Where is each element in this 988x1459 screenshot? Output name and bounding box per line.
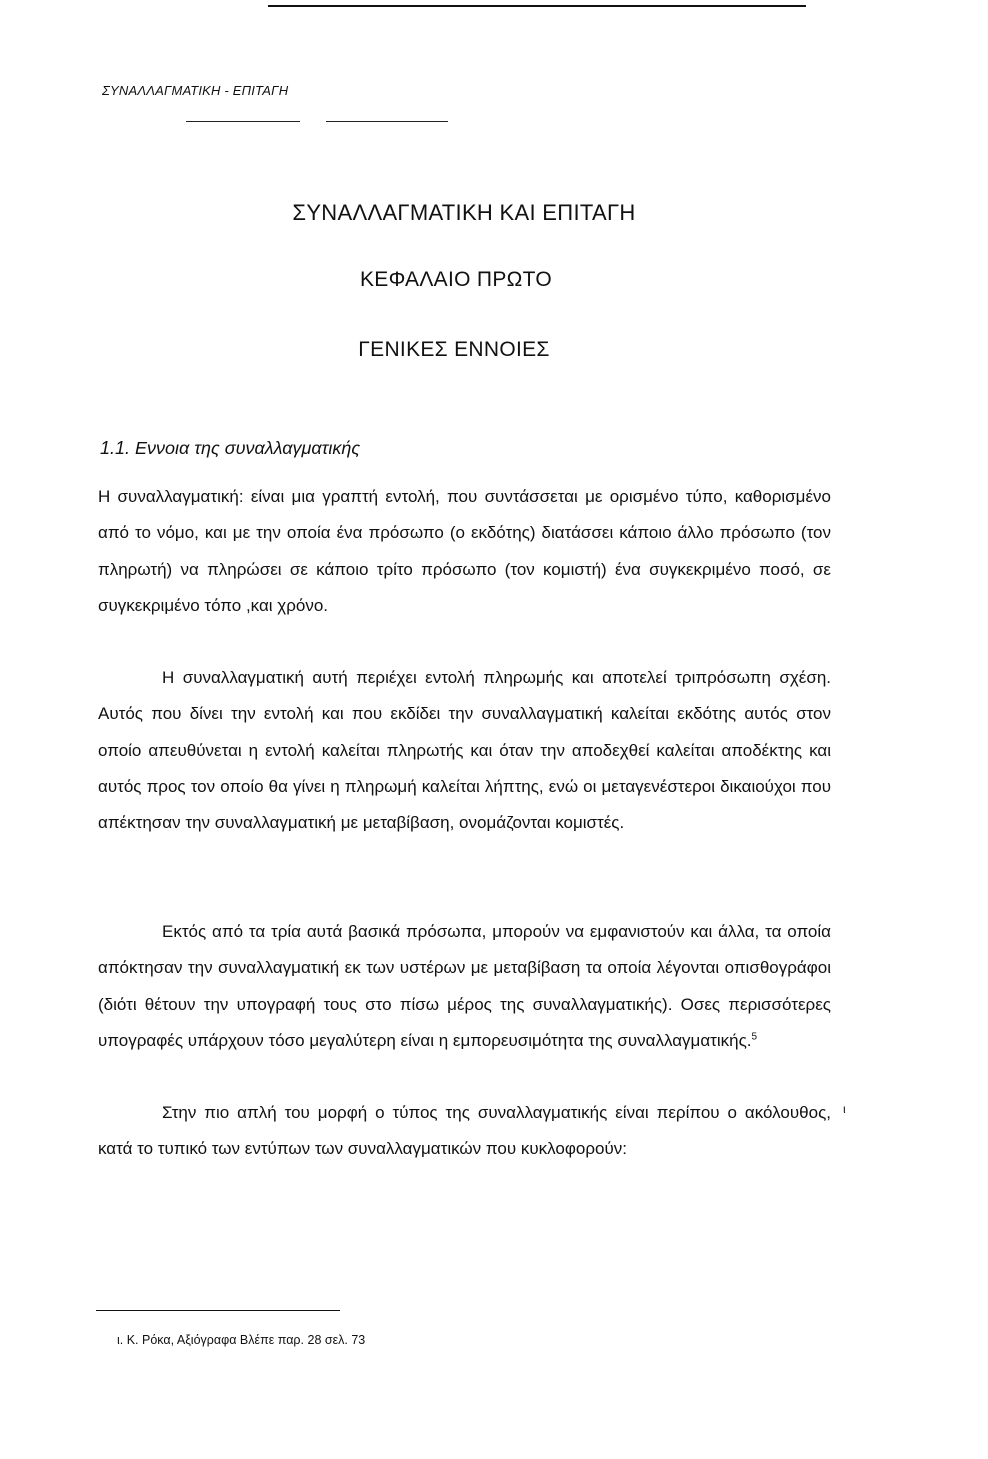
footnote-reference[interactable]: 5 [751,1031,758,1043]
section-heading: 1.1. Εννοια της συναλλαγματικής [100,438,361,458]
paragraph-4: Στην πιο απλή του μορφή ο τύπος της συναλλαγματικής είναι περίπου ο ακόλουθος, κατά το τυπικό των εντύπων των συναλλαγματικών που κυκλοφορούν: [98,1103,831,1159]
footnote: ι. Κ. Ρόκα, Αξιόγραφα Βλέπε παρ. 28 σελ. 73 [117,1333,366,1347]
running-header: ΣΥΝΑΛΛΑΓΜΑΤΙΚΗ - ΕΠΙΤΑΓΗ [102,83,289,98]
paragraph-2: Η συναλλαγματική αυτή περιέχει εντολή πληρωμής και αποτελεί τριπρόσωπη σχέση. Αυτός που δίνει την εντολή και που εκδίδει την συναλλαγματική καλείται εκδότης αυτός στον οποίο απευθύνεται η εντολή καλείται πληρωτής και όταν την αποδεχθεί καλείται αποδέκτης και αυτός προς τον οποίο θα γίνει η πληρωμή καλείται λήπτης, ενώ οι μεταγενέστεροι δικαιούχοι που απέκτησαν την συναλλαγματική με μεταβίβαση, ονομάζονται κομιστές. [98,668,831,833]
paragraph-3 [98,914,831,1059]
chapter-title: ΚΕΦΑΛΑΙΟ ΠΡΩΤΟ [359,268,553,291]
header-rule [186,121,300,122]
paragraph-3-text: Εκτός από τα τρία αυτά βασικά πρόσωπα, μπορούν να εμφανιστούν και άλλα, τα οποία απόκτησαν την συναλλαγματική εκ των υστέρων με μεταβίβαση τα οποία λέγονται οπισθογράφοι (διότι θέτουν την υπογραφή τους στο πίσω μέρος της συναλλαγματικής). Οσες περισσότερες υπογραφές υπάρχουν τόσο μεγαλύτερη είναι η εμπορευσιμότητα της συναλλαγματικής. [98,922,831,1050]
paragraph-1: Η συναλλαγματική: είναι μια γραπτή εντολή, που συντάσσεται με ορισμένο τύπο, καθορισμένο από το νόμο, και με την οποία ένα πρόσωπο (ο εκδότης) διατάσσει κάποιο άλλο πρόσωπο (τον πληρωτή) να πληρώσει σε κάποιο τρίτο πρόσωπο (τον κομιστή) ένα συγκεκριμένο ποσό, σε συγκεκριμένο τόπο ,και χρόνο. [98,487,831,615]
header-rule [326,121,448,122]
footnote-rule [96,1310,340,1311]
top-rule [268,5,806,7]
document-title: ΣΥΝΑΛΛΑΓΜΑΤΙΚΗ ΚΑΙ ΕΠΙΤΑΓΗ [292,200,636,225]
margin-mark: ι [843,1102,846,1116]
chapter-subject: ΓΕΝΙΚΕΣ ΕΝΝΟΙΕΣ [358,338,550,361]
